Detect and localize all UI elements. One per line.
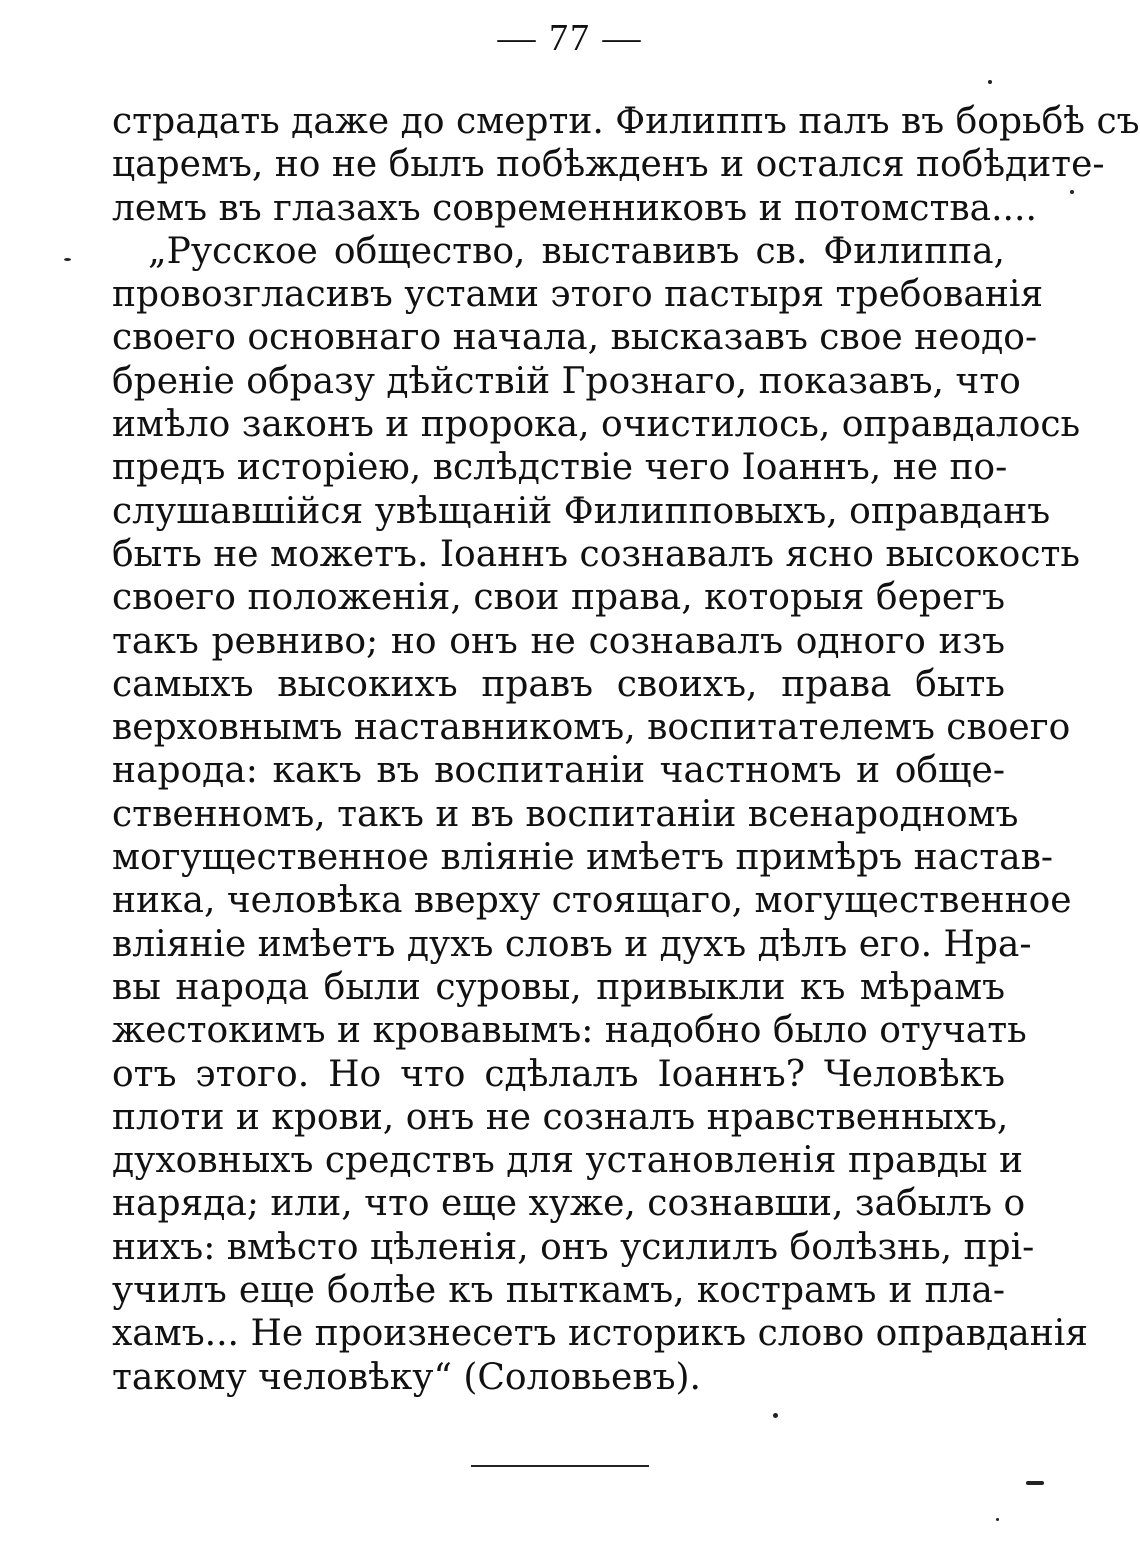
text-line: могущественное вліяніе имѣетъ примѣръ настав- [112, 837, 1054, 879]
page-number: — 77 — [497, 17, 643, 59]
text-line: наряда; или, что еще хуже, сознавши, забылъ о [112, 1183, 1026, 1225]
text-line: бреніе образу дѣйствій Грознаго, показавъ, что [112, 360, 1021, 402]
text-line: плоти и крови, онъ не созналъ нравственныхъ, [112, 1096, 1009, 1138]
text-line: ника, человѣка вверху стоящаго, могущественное [112, 880, 1072, 922]
scan-speck [773, 1413, 778, 1418]
text-line: жестокимъ и кровавымъ: надобно было отучать [112, 1010, 1027, 1052]
text-line: вы народа были суровы, привыкли къ мѣрамъ [112, 966, 1005, 1008]
text-line: училъ еще болѣе къ пыткамъ, кострамъ и пла- [112, 1270, 1005, 1312]
text-line: народа: какъ въ воспитаніи частномъ и обще- [112, 750, 1005, 792]
end-rule [471, 1465, 649, 1467]
text-line: вліяніе имѣетъ духъ словъ и духъ дѣлъ его. Нра- [112, 923, 1032, 965]
text-line: нихъ: вмѣсто цѣленія, онъ усилилъ болѣзнь, прі- [112, 1226, 1035, 1268]
scan-speck [988, 80, 992, 84]
text-line: отъ этого. Но что сдѣлалъ Іоаннъ? Человѣкъ [112, 1053, 1005, 1095]
text-line: имѣло законъ и пророка, очистилось, оправдалось [112, 404, 1081, 446]
text-line: такому человѣку“ (Соловьевъ). [112, 1356, 701, 1398]
text-line: быть не можетъ. Іоаннъ сознавалъ ясно высокость [112, 533, 1080, 575]
text-line: предъ исторіею, вслѣдствіе чего Іоаннъ, не по- [112, 447, 1008, 489]
body-text [112, 100, 1140, 1399]
text-line: самыхъ высокихъ правъ своихъ, права быть [112, 663, 1005, 705]
text-line: хамъ... Не произнесетъ историкъ слово оправданія [112, 1313, 1088, 1355]
text-line: слушавшійся увѣщаній Филипповыхъ, оправданъ [112, 490, 1051, 532]
text-line: духовныхъ средствъ для установленія правды и [112, 1140, 1023, 1182]
text-line: страдать даже до смерти. Филиппъ палъ въ борьбѣ съ [112, 101, 1140, 142]
text-line: своего основнаго начала, высказавъ свое неодо- [112, 317, 1038, 359]
scan-speck [64, 258, 71, 261]
text-line: такъ ревниво; но онъ не сознавалъ одного изъ [112, 620, 1005, 662]
text-line: царемъ, но не былъ побѣжденъ и остался побѣдите- [112, 144, 1105, 186]
text-line: провозгласивъ устами этого пастыря требованія [112, 274, 1044, 316]
scan-speck [996, 1518, 999, 1521]
scan-speck [1026, 1481, 1044, 1485]
scan-speck [1070, 190, 1074, 194]
text-line: лемъ въ глазахъ современниковъ и потомства.... [112, 187, 1037, 229]
text-line: своего положенія, свои права, которыя берегъ [112, 577, 1005, 619]
text-line: ственномъ, такъ и въ воспитаніи всенародномъ [112, 793, 1019, 835]
text-line: „Русское общество, выставивъ св. Филиппа, [148, 230, 1005, 272]
text-line: верховнымъ наставникомъ, воспитателемъ своего [112, 707, 1071, 749]
